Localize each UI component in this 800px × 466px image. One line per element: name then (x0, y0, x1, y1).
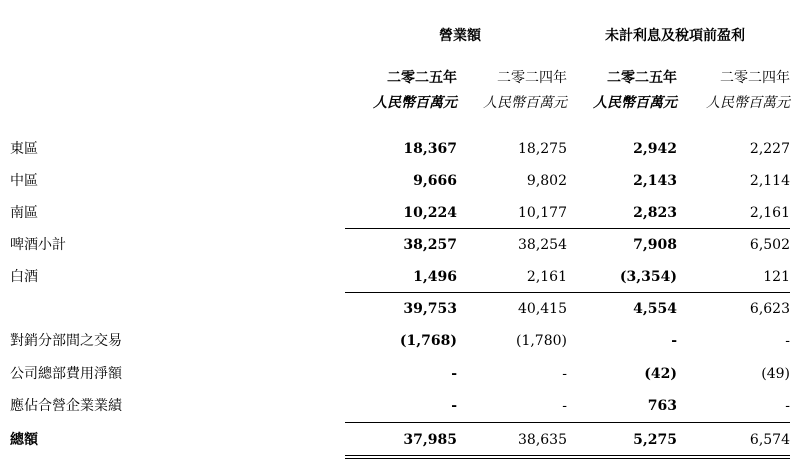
sum-rule (345, 292, 790, 293)
cell-south-ebit-2024: 2,161 (749, 205, 790, 221)
cell-total-ebit-2024: 6,574 (749, 432, 790, 448)
cell-baijiu-rev-2024: 2,161 (526, 269, 567, 285)
row-label-south: 南區 (10, 205, 38, 221)
cell-south-rev-2024: 10,177 (518, 205, 567, 221)
row-label-total: 總額 (10, 432, 38, 448)
cell-sum-ebit-2025: 4,554 (633, 301, 677, 317)
row-label-intersegment: 對銷分部間之交易 (10, 333, 122, 349)
currency-2025-ebit: 人民幣百萬元 (593, 95, 677, 111)
row-label-baijiu: 白酒 (10, 269, 38, 285)
cell-interseg-ebit-2024: - (785, 333, 790, 349)
total-double-rule-1 (345, 455, 790, 456)
row-label-east: 東區 (10, 141, 38, 157)
year-2024-revenue: 二零二四年 (497, 70, 567, 86)
cell-south-ebit-2025: 2,823 (633, 205, 677, 221)
total-top-rule (345, 422, 790, 423)
currency-2025-revenue: 人民幣百萬元 (373, 95, 457, 111)
currency-2024-ebit: 人民幣百萬元 (706, 95, 790, 111)
cell-total-ebit-2025: 5,275 (633, 432, 677, 448)
cell-central-rev-2025: 9,666 (413, 173, 457, 189)
cell-jv-rev-2025: - (451, 398, 457, 414)
row-label-hq-expenses: 公司總部費用淨額 (10, 366, 122, 382)
cell-south-rev-2025: 10,224 (403, 205, 457, 221)
cell-hq-rev-2025: - (451, 366, 457, 382)
cell-east-rev-2025: 18,367 (403, 141, 457, 157)
year-2024-ebit: 二零二四年 (720, 70, 790, 86)
cell-sum-ebit-2024: 6,623 (749, 301, 790, 317)
cell-total-rev-2024: 38,635 (518, 432, 567, 448)
cell-beer-ebit-2025: 7,908 (633, 237, 677, 253)
cell-baijiu-ebit-2025: (3,354) (619, 269, 677, 285)
cell-east-rev-2024: 18,275 (518, 141, 567, 157)
row-label-joint-venture: 應佔合營企業業績 (10, 398, 122, 414)
cell-beer-rev-2025: 38,257 (403, 237, 457, 253)
header-revenue: 營業額 (439, 28, 481, 44)
cell-jv-ebit-2025: 763 (647, 398, 677, 414)
cell-total-rev-2025: 37,985 (403, 432, 457, 448)
cell-east-ebit-2024: 2,227 (749, 141, 790, 157)
cell-baijiu-rev-2025: 1,496 (413, 269, 457, 285)
cell-central-ebit-2024: 2,114 (749, 173, 790, 189)
currency-2024-revenue: 人民幣百萬元 (483, 95, 567, 111)
cell-hq-ebit-2025: (42) (644, 366, 677, 382)
cell-interseg-rev-2025: (1,768) (399, 333, 457, 349)
cell-sum-rev-2025: 39,753 (403, 301, 457, 317)
cell-central-ebit-2025: 2,143 (633, 173, 677, 189)
cell-hq-rev-2024: - (562, 366, 567, 382)
subtotal-rule (345, 228, 790, 229)
row-label-central: 中區 (10, 173, 38, 189)
cell-beer-ebit-2024: 6,502 (749, 237, 790, 253)
year-2025-ebit: 二零二五年 (607, 70, 677, 86)
cell-sum-rev-2024: 40,415 (518, 301, 567, 317)
cell-jv-rev-2024: - (562, 398, 567, 414)
cell-baijiu-ebit-2024: 121 (763, 269, 790, 285)
cell-beer-rev-2024: 38,254 (518, 237, 567, 253)
cell-central-rev-2024: 9,802 (526, 173, 567, 189)
cell-interseg-ebit-2025: - (671, 333, 677, 349)
header-ebit: 未計利息及稅項前盈利 (605, 28, 745, 44)
cell-hq-ebit-2024: (49) (761, 366, 790, 382)
cell-east-ebit-2025: 2,942 (633, 141, 677, 157)
cell-jv-ebit-2024: - (785, 398, 790, 414)
total-double-rule-2 (345, 458, 790, 459)
cell-interseg-rev-2024: (1,780) (515, 333, 567, 349)
year-2025-revenue: 二零二五年 (387, 70, 457, 86)
row-label-beer-subtotal: 啤酒小計 (10, 237, 66, 253)
